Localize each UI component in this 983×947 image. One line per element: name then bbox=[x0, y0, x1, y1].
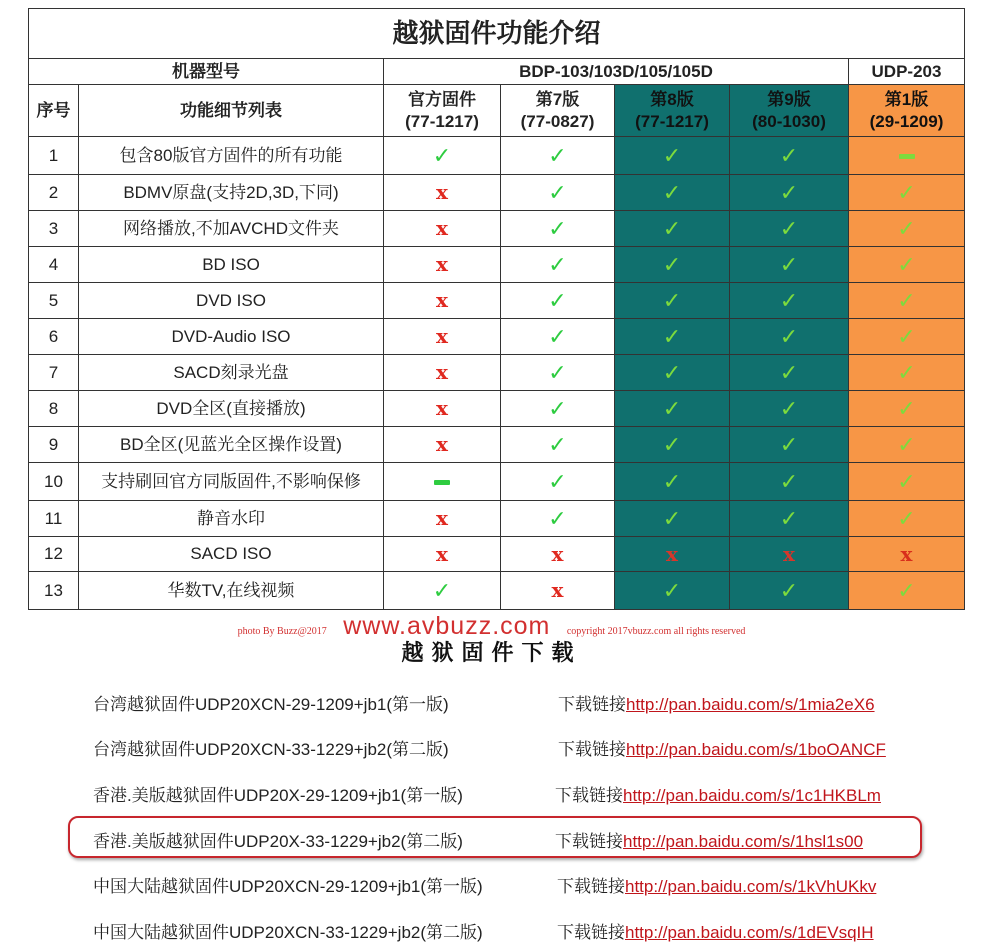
checkmark-icon: ✓ bbox=[548, 395, 567, 421]
checkmark-icon: ✓ bbox=[548, 215, 567, 241]
firmware-version: (80-1030) bbox=[752, 111, 826, 131]
checkmark-icon: ✓ bbox=[779, 395, 799, 421]
support-cell bbox=[615, 211, 730, 247]
support-cell bbox=[849, 391, 965, 427]
support-cell bbox=[501, 283, 615, 319]
support-cell bbox=[501, 501, 615, 537]
firmware-version: (77-0827) bbox=[520, 111, 595, 131]
feature-description: DVD全区(直接播放) bbox=[79, 391, 384, 427]
checkmark-icon: ✓ bbox=[662, 287, 682, 313]
row-number: 10 bbox=[29, 463, 79, 501]
checkmark-icon: ✓ bbox=[897, 323, 916, 349]
cross-icon: x bbox=[436, 216, 448, 240]
table-row bbox=[29, 175, 965, 211]
cross-icon: x bbox=[900, 541, 913, 566]
table-row bbox=[29, 572, 965, 610]
checkmark-icon: ✓ bbox=[779, 468, 799, 494]
checkmark-icon: ✓ bbox=[662, 468, 682, 494]
firmware-file-name: 台湾越狱固件UDP20XCN-33-1229+jb2(第二版) bbox=[93, 740, 449, 759]
model-group-bdp: BDP-103/103D/105/105D bbox=[384, 59, 849, 85]
cross-icon: x bbox=[436, 180, 448, 204]
firmware-name: 第7版 bbox=[535, 90, 580, 110]
support-cell bbox=[384, 137, 501, 175]
checkmark-icon: ✓ bbox=[897, 577, 916, 603]
support-cell bbox=[730, 355, 849, 391]
feature-description: SACD ISO bbox=[79, 537, 384, 572]
row-number: 4 bbox=[29, 247, 79, 283]
checkmark-icon: ✓ bbox=[548, 287, 567, 313]
support-cell bbox=[501, 355, 615, 391]
support-cell bbox=[501, 247, 615, 283]
support-cell bbox=[384, 319, 501, 355]
support-cell bbox=[849, 501, 965, 537]
support-cell bbox=[501, 175, 615, 211]
firmware-file-name: 台湾越狱固件UDP20XCN-29-1209+jb1(第一版) bbox=[93, 695, 449, 714]
download-link-label: 下载链接 bbox=[557, 877, 625, 896]
checkmark-icon: ✓ bbox=[662, 323, 682, 349]
support-cell bbox=[501, 463, 615, 501]
firmware-header-1 bbox=[384, 85, 501, 137]
download-item bbox=[0, 731, 983, 761]
support-cell bbox=[501, 537, 615, 572]
dash-icon bbox=[434, 480, 450, 485]
firmware-file-name: 中国大陆越狱固件UDP20XCN-29-1209+jb1(第一版) bbox=[93, 877, 483, 896]
row-number: 9 bbox=[29, 427, 79, 463]
firmware-version: (77-1217) bbox=[635, 111, 709, 131]
row-number: 2 bbox=[29, 175, 79, 211]
cross-icon: x bbox=[666, 541, 678, 566]
support-cell bbox=[501, 572, 615, 610]
download-link-label: 下载链接 bbox=[558, 695, 626, 714]
table-row bbox=[29, 283, 965, 319]
table-row bbox=[29, 501, 965, 537]
table-row bbox=[29, 137, 965, 175]
support-cell bbox=[730, 537, 849, 572]
download-link-group bbox=[557, 872, 876, 897]
checkmark-icon: ✓ bbox=[548, 431, 567, 457]
support-cell bbox=[849, 319, 965, 355]
download-item bbox=[0, 914, 983, 944]
checkmark-icon: ✓ bbox=[548, 251, 567, 277]
row-number: 11 bbox=[29, 501, 79, 537]
firmware-header-2 bbox=[501, 85, 615, 137]
checkmark-icon: ✓ bbox=[779, 505, 799, 531]
download-link-label: 下载链接 bbox=[555, 786, 623, 805]
checkmark-icon: ✓ bbox=[662, 251, 682, 277]
download-link-group bbox=[555, 827, 863, 852]
support-cell bbox=[615, 463, 730, 501]
cross-icon: x bbox=[436, 541, 448, 566]
feature-description: DVD ISO bbox=[79, 283, 384, 319]
feature-column-header: 功能细节列表 bbox=[79, 85, 384, 137]
checkmark-icon: ✓ bbox=[779, 323, 799, 349]
checkmark-icon: ✓ bbox=[897, 179, 916, 205]
feature-description: 静音水印 bbox=[79, 501, 384, 537]
support-cell bbox=[615, 391, 730, 427]
support-cell bbox=[730, 283, 849, 319]
support-cell bbox=[615, 247, 730, 283]
checkmark-icon: ✓ bbox=[548, 142, 567, 168]
checkmark-icon: ✓ bbox=[897, 359, 916, 385]
firmware-name: 官方固件 bbox=[408, 90, 476, 110]
row-number: 8 bbox=[29, 391, 79, 427]
checkmark-icon: ✓ bbox=[779, 287, 799, 313]
checkmark-icon: ✓ bbox=[548, 323, 567, 349]
checkmark-icon: ✓ bbox=[779, 142, 799, 168]
support-cell bbox=[849, 211, 965, 247]
checkmark-icon: ✓ bbox=[779, 251, 799, 277]
firmware-header-4 bbox=[730, 85, 849, 137]
checkmark-icon: ✓ bbox=[779, 577, 799, 603]
download-link-group bbox=[555, 781, 881, 806]
feature-description: BDMV原盘(支持2D,3D,下同) bbox=[79, 175, 384, 211]
support-cell bbox=[501, 427, 615, 463]
support-cell bbox=[615, 137, 730, 175]
download-link[interactable]: http://pan.baidu.com/s/1dEVsqIH bbox=[625, 923, 874, 942]
checkmark-icon: ✓ bbox=[897, 251, 916, 277]
support-cell bbox=[730, 319, 849, 355]
support-cell bbox=[384, 463, 501, 501]
download-link-group bbox=[558, 735, 886, 760]
support-cell bbox=[615, 501, 730, 537]
firmware-name: 第1版 bbox=[884, 90, 929, 110]
support-cell bbox=[849, 283, 965, 319]
table-row bbox=[29, 319, 965, 355]
download-link-label: 下载链接 bbox=[555, 832, 623, 851]
support-cell bbox=[849, 572, 965, 610]
checkmark-icon: ✓ bbox=[548, 359, 567, 385]
download-item bbox=[0, 686, 983, 716]
support-cell bbox=[384, 537, 501, 572]
table-row bbox=[29, 391, 965, 427]
support-cell bbox=[501, 137, 615, 175]
support-cell bbox=[384, 283, 501, 319]
dash-icon bbox=[899, 154, 915, 159]
firmware-version: (29-1209) bbox=[869, 111, 944, 131]
feature-description: 包含80版官方固件的所有功能 bbox=[79, 137, 384, 175]
firmware-version: (77-1217) bbox=[405, 111, 479, 131]
support-cell bbox=[730, 175, 849, 211]
support-cell bbox=[384, 391, 501, 427]
table-row bbox=[29, 427, 965, 463]
support-cell bbox=[615, 355, 730, 391]
watermark-copyright: copyright 2017vbuzz.com all rights reserved bbox=[566, 626, 746, 637]
support-cell bbox=[615, 283, 730, 319]
support-cell bbox=[384, 211, 501, 247]
feature-description: 网络播放,不加AVCHD文件夹 bbox=[79, 211, 384, 247]
firmware-name: 第9版 bbox=[767, 90, 811, 110]
checkmark-icon: ✓ bbox=[662, 179, 682, 205]
support-cell bbox=[615, 427, 730, 463]
cross-icon: x bbox=[436, 324, 448, 348]
download-link[interactable]: http://pan.baidu.com/s/1kVhUKkv bbox=[625, 877, 877, 896]
cross-icon: x bbox=[436, 288, 448, 312]
download-item bbox=[0, 823, 983, 853]
cross-icon: x bbox=[551, 578, 564, 602]
download-link[interactable]: http://pan.baidu.com/s/1c1HKBLm bbox=[623, 786, 881, 805]
firmware-file-name: 中国大陆越狱固件UDP20XCN-33-1229+jb2(第二版) bbox=[93, 923, 483, 942]
firmware-file-name: 香港.美版越狱固件UDP20X-33-1229+jb2(第二版) bbox=[93, 832, 463, 851]
download-link-group bbox=[558, 690, 875, 715]
support-cell bbox=[501, 391, 615, 427]
firmware-file-name: 香港.美版越狱固件UDP20X-29-1209+jb1(第一版) bbox=[93, 786, 463, 805]
support-cell bbox=[501, 319, 615, 355]
checkmark-icon: ✓ bbox=[432, 142, 452, 168]
checkmark-icon: ✓ bbox=[662, 395, 682, 421]
support-cell bbox=[501, 211, 615, 247]
support-cell bbox=[730, 391, 849, 427]
checkmark-icon: ✓ bbox=[897, 431, 916, 457]
checkmark-icon: ✓ bbox=[548, 179, 567, 205]
checkmark-icon: ✓ bbox=[548, 468, 567, 494]
cross-icon: x bbox=[436, 252, 448, 276]
cross-icon: x bbox=[551, 541, 564, 566]
feature-description: BD全区(见蓝光全区操作设置) bbox=[79, 427, 384, 463]
support-cell bbox=[730, 427, 849, 463]
feature-description: SACD刻录光盘 bbox=[79, 355, 384, 391]
support-cell bbox=[615, 175, 730, 211]
feature-description: 支持刷回官方同版固件,不影响保修 bbox=[79, 463, 384, 501]
checkmark-icon: ✓ bbox=[897, 287, 916, 313]
support-cell bbox=[849, 427, 965, 463]
support-cell bbox=[849, 175, 965, 211]
checkmark-icon: ✓ bbox=[779, 359, 799, 385]
cross-icon: x bbox=[436, 360, 448, 384]
support-cell bbox=[384, 355, 501, 391]
download-link-label: 下载链接 bbox=[557, 923, 625, 942]
support-cell bbox=[730, 137, 849, 175]
firmware-header-3 bbox=[615, 85, 730, 137]
checkmark-icon: ✓ bbox=[548, 505, 567, 531]
support-cell bbox=[615, 319, 730, 355]
support-cell bbox=[849, 247, 965, 283]
support-cell bbox=[730, 247, 849, 283]
checkmark-icon: ✓ bbox=[897, 505, 916, 531]
checkmark-icon: ✓ bbox=[662, 142, 682, 168]
checkmark-icon: ✓ bbox=[897, 215, 916, 241]
feature-description: BD ISO bbox=[79, 247, 384, 283]
checkmark-icon: ✓ bbox=[662, 215, 682, 241]
table-row bbox=[29, 355, 965, 391]
cross-icon: x bbox=[436, 396, 448, 420]
support-cell bbox=[849, 463, 965, 501]
watermark-site: www.avbuzz.com bbox=[343, 612, 551, 640]
support-cell bbox=[384, 501, 501, 537]
checkmark-icon: ✓ bbox=[779, 431, 799, 457]
firmware-feature-table bbox=[28, 8, 965, 610]
seq-column-header: 序号 bbox=[29, 85, 79, 137]
table-row bbox=[29, 537, 965, 572]
firmware-header-5 bbox=[849, 85, 965, 137]
download-link[interactable]: http://pan.baidu.com/s/1hsl1s00 bbox=[623, 832, 864, 851]
table-title: 越狱固件功能介绍 bbox=[29, 9, 965, 59]
checkmark-icon: ✓ bbox=[662, 505, 682, 531]
row-number: 3 bbox=[29, 211, 79, 247]
support-cell bbox=[384, 427, 501, 463]
row-number: 6 bbox=[29, 319, 79, 355]
download-item bbox=[0, 868, 983, 898]
support-cell bbox=[384, 572, 501, 610]
row-number: 1 bbox=[29, 137, 79, 175]
checkmark-icon: ✓ bbox=[779, 179, 799, 205]
table-row bbox=[29, 463, 965, 501]
support-cell bbox=[730, 463, 849, 501]
download-item bbox=[0, 777, 983, 807]
model-group-udp: UDP-203 bbox=[849, 59, 965, 85]
checkmark-icon: ✓ bbox=[897, 395, 916, 421]
checkmark-icon: ✓ bbox=[662, 431, 682, 457]
row-number: 5 bbox=[29, 283, 79, 319]
support-cell bbox=[730, 211, 849, 247]
checkmark-icon: ✓ bbox=[779, 215, 799, 241]
cross-icon: x bbox=[783, 541, 795, 566]
download-link-label: 下载链接 bbox=[558, 740, 626, 759]
support-cell bbox=[730, 572, 849, 610]
support-cell bbox=[384, 175, 501, 211]
download-link-group bbox=[557, 918, 874, 943]
support-cell bbox=[615, 572, 730, 610]
support-cell bbox=[849, 355, 965, 391]
table-row bbox=[29, 247, 965, 283]
checkmark-icon: ✓ bbox=[897, 468, 916, 494]
firmware-name: 第8版 bbox=[650, 90, 694, 110]
checkmark-icon: ✓ bbox=[432, 577, 452, 603]
support-cell bbox=[849, 537, 965, 572]
checkmark-icon: ✓ bbox=[662, 577, 682, 603]
support-cell bbox=[849, 137, 965, 175]
support-cell bbox=[384, 247, 501, 283]
feature-description: DVD-Audio ISO bbox=[79, 319, 384, 355]
download-link[interactable]: http://pan.baidu.com/s/1boOANCF bbox=[626, 740, 886, 759]
row-number: 7 bbox=[29, 355, 79, 391]
cross-icon: x bbox=[436, 432, 448, 456]
download-section-title: 越狱固件下载 bbox=[401, 641, 582, 666]
row-number: 12 bbox=[29, 537, 79, 572]
checkmark-icon: ✓ bbox=[662, 359, 682, 385]
feature-description: 华数TV,在线视频 bbox=[79, 572, 384, 610]
support-cell bbox=[730, 501, 849, 537]
table-row bbox=[29, 211, 965, 247]
download-link[interactable]: http://pan.baidu.com/s/1mia2eX6 bbox=[626, 695, 875, 714]
support-cell bbox=[615, 537, 730, 572]
row-number: 13 bbox=[29, 572, 79, 610]
cross-icon: x bbox=[436, 506, 448, 530]
model-label: 机器型号 bbox=[29, 59, 384, 85]
watermark-photo-credit: photo By Buzz@2017 bbox=[237, 626, 327, 637]
